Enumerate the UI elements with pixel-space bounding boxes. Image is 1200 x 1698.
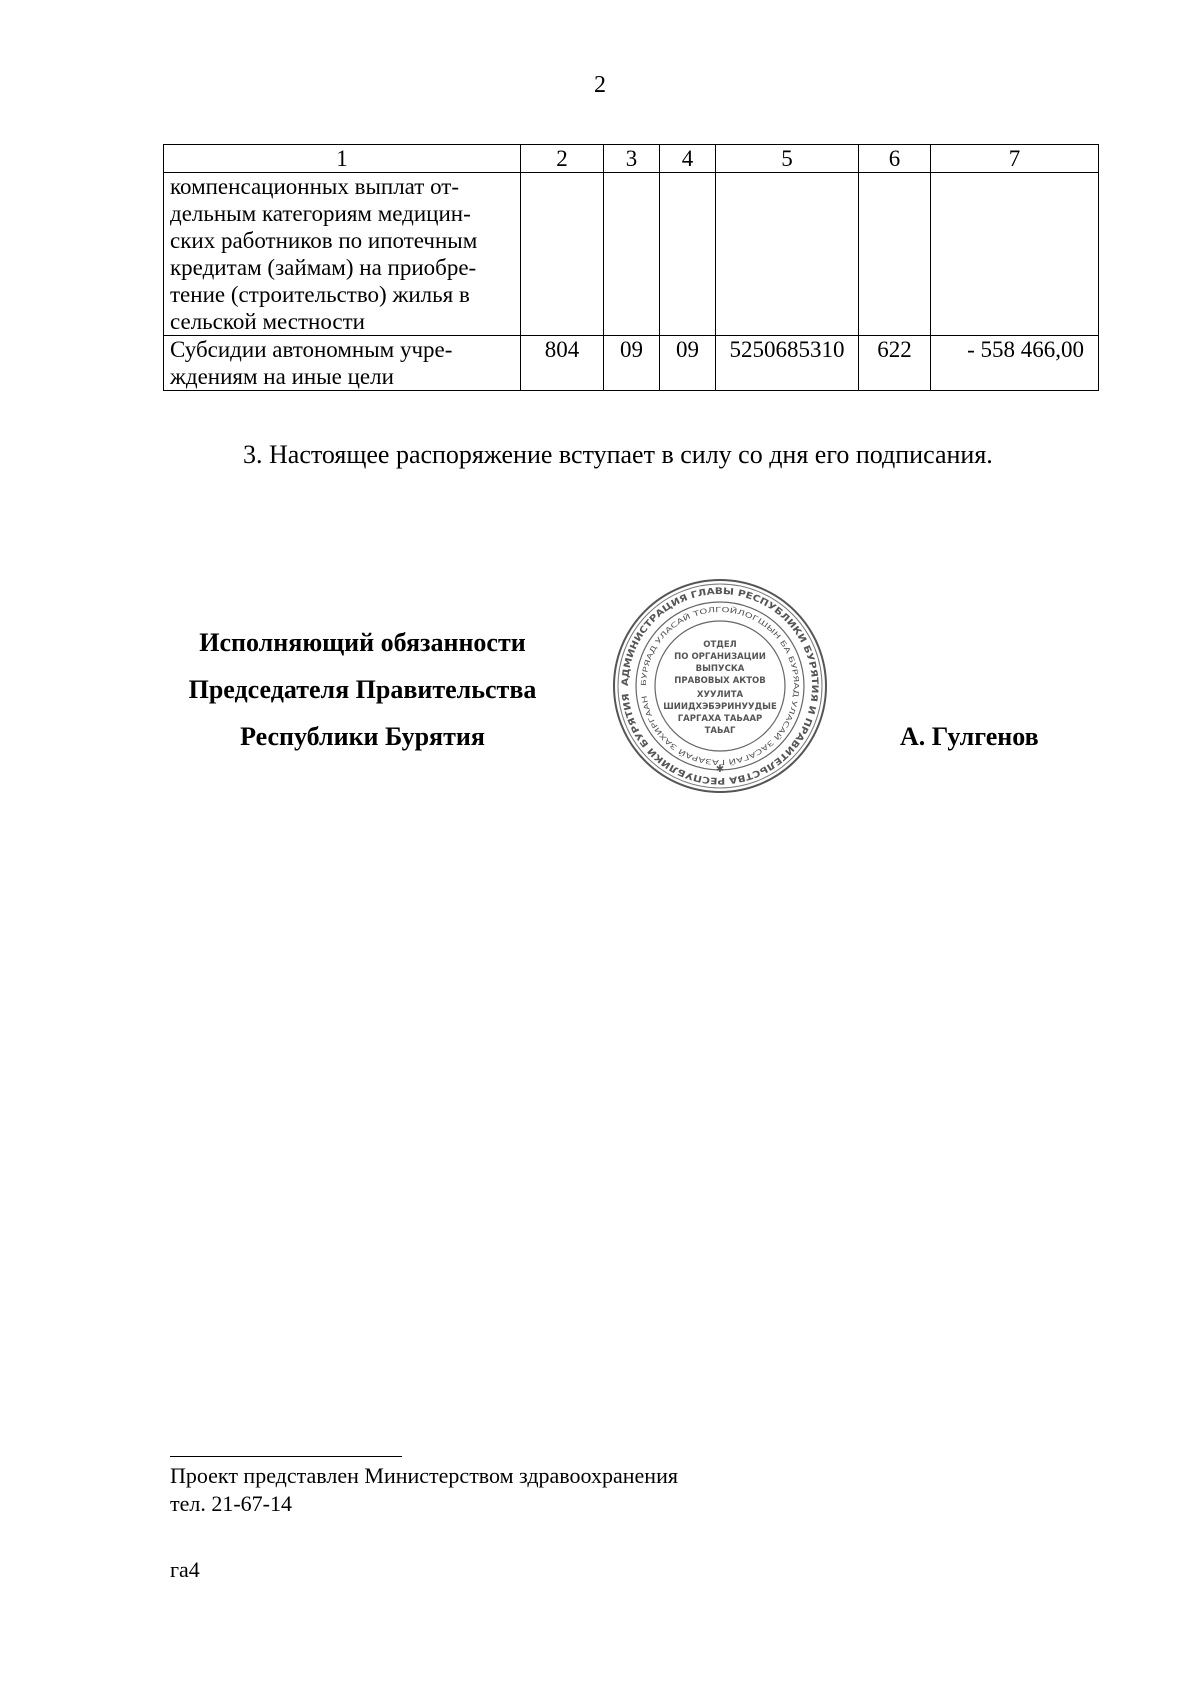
seal-inner-text: БУРЯАД УЛАСАЙ ТОЛГОЙЛОГШЫН БА БУРЯАД УЛАСАЙ ЗАСАГАЙ ГАЗАРАЙ ЗАХИРГААН bbox=[639, 605, 801, 767]
seal-center-line: ПРАВОВЫХ АКТОВ bbox=[674, 676, 766, 686]
description-line: кредитам (займам) на приобре- bbox=[170, 255, 477, 280]
target-article-cell: 5250685310 bbox=[716, 336, 859, 391]
table-cell bbox=[859, 173, 931, 336]
row-description bbox=[164, 336, 521, 391]
seal-center-line: ГАРГАХА ТАЬААР bbox=[677, 714, 763, 724]
budget-table bbox=[163, 144, 1099, 391]
row-description bbox=[164, 173, 521, 336]
seal-center-line: ТАЬАГ bbox=[704, 726, 736, 736]
footnote-author: Проект представлен Министерством здравоохранения bbox=[170, 1463, 678, 1488]
signer-name: А. Гулгенов bbox=[900, 722, 1039, 751]
table-header-row bbox=[164, 145, 1099, 173]
column-header: 6 bbox=[859, 145, 931, 173]
page-number: 2 bbox=[594, 72, 606, 98]
table-cell bbox=[604, 173, 660, 336]
description-line: ждениям на иные цели bbox=[170, 364, 394, 389]
document-code: га4 bbox=[170, 1557, 200, 1582]
table-cell bbox=[931, 173, 1099, 336]
seal-center-line: ВЫПУСКА bbox=[695, 664, 745, 674]
column-header: 1 bbox=[164, 145, 521, 173]
ministry-code-cell: 804 bbox=[521, 336, 604, 391]
expense-type-cell: 622 bbox=[859, 336, 931, 391]
seal-center-line: ПО ОРГАНИЗАЦИИ bbox=[674, 652, 766, 662]
description-line: Субсидии автономным учре- bbox=[170, 337, 453, 362]
table-cell bbox=[716, 173, 859, 336]
description-line: ских работников по ипотечным bbox=[170, 228, 478, 253]
table-row bbox=[164, 173, 1099, 336]
description-line: тение (строительство) жилья в bbox=[170, 282, 470, 307]
clause-text: 3. Настоящее распоряжение вступает в силу со дня его подписания. bbox=[243, 440, 993, 469]
footnote-phone: тел. 21-67-14 bbox=[170, 1491, 293, 1516]
column-header: 3 bbox=[604, 145, 660, 173]
signer-title-line: Республики Бурятия bbox=[240, 722, 485, 751]
table-cell bbox=[521, 173, 604, 336]
table-cell bbox=[660, 173, 716, 336]
subsection-cell: 09 bbox=[660, 336, 716, 391]
signer-title-line: Исполняющий обязанности bbox=[199, 628, 526, 657]
column-header: 4 bbox=[660, 145, 716, 173]
seal-center-line: ОТДЕЛ bbox=[703, 640, 737, 650]
table-row bbox=[164, 336, 1099, 391]
column-header: 7 bbox=[931, 145, 1099, 173]
column-header: 5 bbox=[716, 145, 859, 173]
svg-text:БУРЯАД УЛАСАЙ ТОЛГОЙЛОГШЫН БА bbox=[640, 606, 800, 767]
description-line: компенсационных выплат от- bbox=[170, 174, 460, 199]
seal-center-line: ШИИДХЭБЭРИНУУДЫЕ bbox=[663, 702, 777, 712]
amount-cell: - 558 466,00 bbox=[931, 336, 1099, 391]
footnote-divider bbox=[170, 1456, 402, 1457]
seal-center-line: ХУУЛИТА bbox=[696, 690, 744, 700]
description-line: дельным категориям медицин- bbox=[170, 201, 471, 226]
signer-title-line: Председателя Правительства bbox=[188, 675, 537, 704]
official-seal-icon bbox=[610, 576, 830, 796]
svg-text:✱: ✱ bbox=[715, 764, 725, 775]
section-cell: 09 bbox=[604, 336, 660, 391]
description-line: сельской местности bbox=[170, 309, 365, 334]
column-header: 2 bbox=[521, 145, 604, 173]
seal-outer-text: АДМИНИСТРАЦИЯ ГЛАВЫ РЕСПУБЛИКИ БУРЯТИЯ И ПРАВИТЕЛЬСТВА РЕСПУБЛИКИ БУРЯТИЯ bbox=[620, 586, 820, 786]
